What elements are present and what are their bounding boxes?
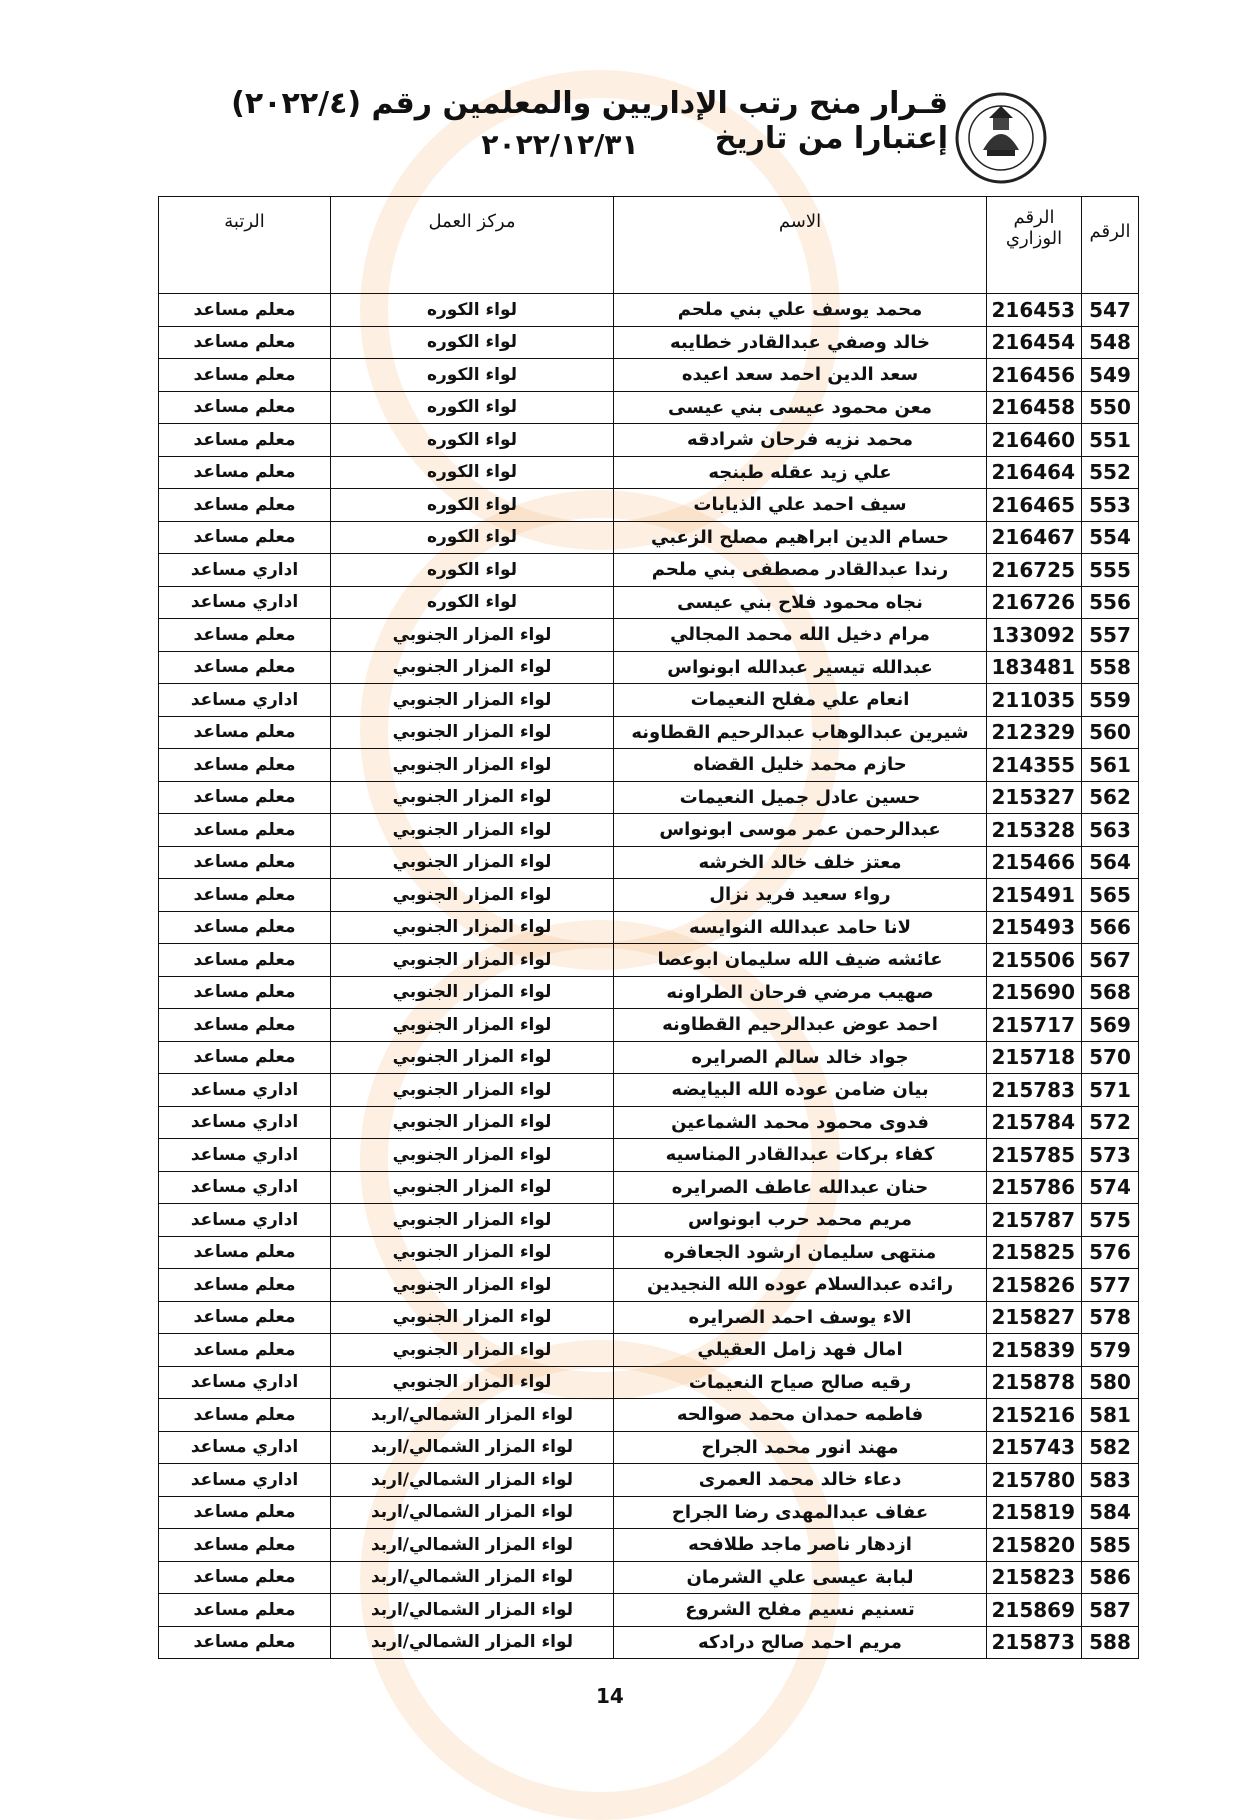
row-name: سعد الدين احمد سعد اعيده (614, 359, 987, 392)
row-workplace: لواء المزار الجنوبي (331, 1301, 614, 1334)
row-ministry-number: 215873 (987, 1626, 1082, 1659)
row-name: بيان ضامن عوده الله البيايضه (614, 1074, 987, 1107)
row-ministry-number: 212329 (987, 716, 1082, 749)
row-workplace: لواء المزار الجنوبي (331, 1334, 614, 1367)
ministry-seal-icon (953, 88, 1049, 188)
row-number: 565 (1082, 879, 1139, 912)
row-rank: معلم مساعد (159, 521, 331, 554)
row-ministry-number: 215785 (987, 1139, 1082, 1172)
row-number: 558 (1082, 651, 1139, 684)
row-number: 582 (1082, 1431, 1139, 1464)
table-row (159, 1366, 1139, 1399)
row-name: امال فهد زامل العقيلي (614, 1334, 987, 1367)
row-number: 569 (1082, 1009, 1139, 1042)
table-row (159, 781, 1139, 814)
row-rank: معلم مساعد (159, 1269, 331, 1302)
row-name: رواء سعيد فريد نزال (614, 879, 987, 912)
table-row (159, 554, 1139, 587)
row-ministry-number: 215327 (987, 781, 1082, 814)
table-row (159, 684, 1139, 717)
table-row (159, 651, 1139, 684)
row-ministry-number: 133092 (987, 619, 1082, 652)
row-rank: معلم مساعد (159, 716, 331, 749)
row-ministry-number: 216458 (987, 391, 1082, 424)
row-workplace: لواء المزار الجنوبي (331, 781, 614, 814)
row-workplace: لواء الكوره (331, 554, 614, 587)
ranks-table (158, 196, 1139, 1659)
row-workplace: لواء المزار الجنوبي (331, 1204, 614, 1237)
row-workplace: لواء المزار الجنوبي (331, 684, 614, 717)
row-workplace: لواء المزار الجنوبي (331, 1106, 614, 1139)
row-name: محمد نزيه فرحان شرادقه (614, 424, 987, 457)
table-row (159, 1301, 1139, 1334)
row-workplace: لواء المزار الجنوبي (331, 1366, 614, 1399)
row-name: فاطمه حمدان محمد صوالحه (614, 1399, 987, 1432)
row-workplace: لواء المزار الجنوبي (331, 1139, 614, 1172)
row-rank: اداري مساعد (159, 1074, 331, 1107)
row-name: حسين عادل جميل النعيمات (614, 781, 987, 814)
row-rank: اداري مساعد (159, 1431, 331, 1464)
row-name: رائده عبدالسلام عوده الله النجيدين (614, 1269, 987, 1302)
row-rank: معلم مساعد (159, 1561, 331, 1594)
row-rank: معلم مساعد (159, 976, 331, 1009)
row-name: احمد عوض عبدالرحيم القطاونه (614, 1009, 987, 1042)
row-workplace: لواء المزار الجنوبي (331, 1041, 614, 1074)
row-number: 568 (1082, 976, 1139, 1009)
row-workplace: لواء المزار الشمالي/اربد (331, 1529, 614, 1562)
row-name: لانا حامد عبدالله النوايسه (614, 911, 987, 944)
row-workplace: لواء المزار الجنوبي (331, 1171, 614, 1204)
row-number: 573 (1082, 1139, 1139, 1172)
row-ministry-number: 215869 (987, 1594, 1082, 1627)
row-number: 575 (1082, 1204, 1139, 1237)
row-rank: معلم مساعد (159, 1496, 331, 1529)
row-number: 572 (1082, 1106, 1139, 1139)
row-name: تسنيم نسيم مفلح الشروع (614, 1594, 987, 1627)
row-number: 580 (1082, 1366, 1139, 1399)
row-rank: معلم مساعد (159, 1236, 331, 1269)
row-workplace: لواء الكوره (331, 521, 614, 554)
document-date: ٢٠٢٢/١٢/٣١ (481, 128, 639, 161)
row-rank: معلم مساعد (159, 294, 331, 327)
column-header-ministry-number: الرقم الوزاري (987, 197, 1082, 294)
row-rank: معلم مساعد (159, 424, 331, 457)
row-rank: اداري مساعد (159, 554, 331, 587)
row-workplace: لواء المزار الشمالي/اربد (331, 1496, 614, 1529)
row-rank: معلم مساعد (159, 1334, 331, 1367)
table-row (159, 1106, 1139, 1139)
table-row (159, 489, 1139, 522)
row-number: 554 (1082, 521, 1139, 554)
row-workplace: لواء الكوره (331, 489, 614, 522)
row-ministry-number: 216453 (987, 294, 1082, 327)
row-number: 556 (1082, 586, 1139, 619)
row-workplace: لواء المزار الشمالي/اربد (331, 1464, 614, 1497)
table-row (159, 749, 1139, 782)
row-ministry-number: 215216 (987, 1399, 1082, 1432)
row-rank: معلم مساعد (159, 619, 331, 652)
row-number: 560 (1082, 716, 1139, 749)
row-workplace: لواء الكوره (331, 456, 614, 489)
row-name: فدوى محمود محمد الشماعين (614, 1106, 987, 1139)
table-row (159, 944, 1139, 977)
row-ministry-number: 215717 (987, 1009, 1082, 1042)
row-number: 581 (1082, 1399, 1139, 1432)
row-number: 587 (1082, 1594, 1139, 1627)
row-name: محمد يوسف علي بني ملحم (614, 294, 987, 327)
row-name: مهند انور محمد الجراح (614, 1431, 987, 1464)
row-number: 563 (1082, 814, 1139, 847)
row-name: معتز خلف خالد الخرشه (614, 846, 987, 879)
row-workplace: لواء المزار الجنوبي (331, 651, 614, 684)
row-name: رقيه صالح صياح النعيمات (614, 1366, 987, 1399)
row-workplace: لواء المزار الجنوبي (331, 846, 614, 879)
row-number: 555 (1082, 554, 1139, 587)
row-rank: معلم مساعد (159, 1626, 331, 1659)
row-ministry-number: 215827 (987, 1301, 1082, 1334)
table-header-row (159, 197, 1139, 294)
row-rank: معلم مساعد (159, 1529, 331, 1562)
row-workplace: لواء المزار الجنوبي (331, 716, 614, 749)
row-number: 574 (1082, 1171, 1139, 1204)
row-workplace: لواء المزار الجنوبي (331, 814, 614, 847)
row-ministry-number: 215493 (987, 911, 1082, 944)
row-rank: معلم مساعد (159, 749, 331, 782)
row-ministry-number: 215780 (987, 1464, 1082, 1497)
row-rank: معلم مساعد (159, 1301, 331, 1334)
column-header-rank: الرتبة (159, 197, 331, 294)
row-name: ازدهار ناصر ماجد طلافحه (614, 1529, 987, 1562)
row-number: 567 (1082, 944, 1139, 977)
table-row (159, 619, 1139, 652)
row-number: 547 (1082, 294, 1139, 327)
document-title: قـرار منح رتب الإداريين والمعلمين رقم (٢٠٢٢/٤) إعتبارا من تاريخ (231, 86, 948, 156)
row-ministry-number: 215787 (987, 1204, 1082, 1237)
row-number: 579 (1082, 1334, 1139, 1367)
row-ministry-number: 214355 (987, 749, 1082, 782)
column-header-name: الاسم (614, 197, 987, 294)
row-name: مريم احمد صالح درادكه (614, 1626, 987, 1659)
row-name: حازم محمد خليل القضاه (614, 749, 987, 782)
row-workplace: لواء المزار الجنوبي (331, 879, 614, 912)
row-name: علي زيد عقله طبنجه (614, 456, 987, 489)
row-rank: معلم مساعد (159, 911, 331, 944)
row-workplace: لواء المزار الجنوبي (331, 911, 614, 944)
row-number: 564 (1082, 846, 1139, 879)
row-name: منتهى سليمان ارشود الجعافره (614, 1236, 987, 1269)
row-workplace: لواء المزار الشمالي/اربد (331, 1399, 614, 1432)
row-ministry-number: 215783 (987, 1074, 1082, 1107)
row-name: عائشه ضيف الله سليمان ابوعصا (614, 944, 987, 977)
row-ministry-number: 215466 (987, 846, 1082, 879)
row-number: 552 (1082, 456, 1139, 489)
row-rank: اداري مساعد (159, 1204, 331, 1237)
row-ministry-number: 215823 (987, 1561, 1082, 1594)
row-rank: معلم مساعد (159, 326, 331, 359)
row-rank: اداري مساعد (159, 1139, 331, 1172)
row-name: رندا عبدالقادر مصطفى بني ملحم (614, 554, 987, 587)
row-name: عبدالرحمن عمر موسى ابونواس (614, 814, 987, 847)
row-rank: معلم مساعد (159, 359, 331, 392)
row-rank: اداري مساعد (159, 1464, 331, 1497)
row-workplace: لواء المزار الجنوبي (331, 1009, 614, 1042)
table-row (159, 359, 1139, 392)
row-ministry-number: 215839 (987, 1334, 1082, 1367)
row-rank: معلم مساعد (159, 1009, 331, 1042)
table-row (159, 456, 1139, 489)
row-name: كفاء بركات عبدالقادر المناسيه (614, 1139, 987, 1172)
row-rank: معلم مساعد (159, 456, 331, 489)
row-workplace: لواء المزار الجنوبي (331, 944, 614, 977)
row-ministry-number: 215690 (987, 976, 1082, 1009)
row-number: 550 (1082, 391, 1139, 424)
table-row (159, 294, 1139, 327)
row-workplace: لواء الكوره (331, 391, 614, 424)
row-workplace: لواء المزار الشمالي/اربد (331, 1431, 614, 1464)
row-name: معن محمود عيسى بني عيسى (614, 391, 987, 424)
row-number: 548 (1082, 326, 1139, 359)
table-row (159, 879, 1139, 912)
row-name: حنان عبدالله عاطف الصرايره (614, 1171, 987, 1204)
page-number: 14 (596, 1684, 624, 1708)
row-rank: معلم مساعد (159, 1594, 331, 1627)
row-ministry-number: 215825 (987, 1236, 1082, 1269)
row-number: 553 (1082, 489, 1139, 522)
row-name: حسام الدين ابراهيم مصلح الزعبي (614, 521, 987, 554)
table-row (159, 326, 1139, 359)
table-row (159, 1074, 1139, 1107)
table-row (159, 814, 1139, 847)
row-name: الاء يوسف احمد الصرايره (614, 1301, 987, 1334)
table-row (159, 1464, 1139, 1497)
row-name: جواد خالد سالم الصرايره (614, 1041, 987, 1074)
row-workplace: لواء المزار الشمالي/اربد (331, 1561, 614, 1594)
row-ministry-number: 215491 (987, 879, 1082, 912)
row-name: نجاه محمود فلاح بني عيسى (614, 586, 987, 619)
row-rank: معلم مساعد (159, 814, 331, 847)
row-number: 583 (1082, 1464, 1139, 1497)
row-ministry-number: 215743 (987, 1431, 1082, 1464)
row-workplace: لواء المزار الجنوبي (331, 619, 614, 652)
row-name: انعام علي مفلح النعيمات (614, 684, 987, 717)
table-row (159, 976, 1139, 1009)
column-header-workplace: مركز العمل (331, 197, 614, 294)
row-name: لبابة عيسى علي الشرمان (614, 1561, 987, 1594)
row-number: 571 (1082, 1074, 1139, 1107)
row-name: مريم محمد حرب ابونواس (614, 1204, 987, 1237)
row-number: 549 (1082, 359, 1139, 392)
table-row (159, 1236, 1139, 1269)
table-row (159, 1529, 1139, 1562)
table-row (159, 391, 1139, 424)
table-row (159, 1399, 1139, 1432)
row-number: 585 (1082, 1529, 1139, 1562)
row-ministry-number: 215819 (987, 1496, 1082, 1529)
row-name: سيف احمد علي الذيابات (614, 489, 987, 522)
table-row (159, 911, 1139, 944)
row-rank: معلم مساعد (159, 1041, 331, 1074)
row-workplace: لواء الكوره (331, 359, 614, 392)
row-rank: معلم مساعد (159, 1399, 331, 1432)
row-ministry-number: 215878 (987, 1366, 1082, 1399)
table-row (159, 521, 1139, 554)
row-ministry-number: 215328 (987, 814, 1082, 847)
row-number: 578 (1082, 1301, 1139, 1334)
row-ministry-number: 216464 (987, 456, 1082, 489)
row-rank: معلم مساعد (159, 879, 331, 912)
row-name: دعاء خالد محمد العمرى (614, 1464, 987, 1497)
table-row (159, 1204, 1139, 1237)
table-row (159, 846, 1139, 879)
row-number: 577 (1082, 1269, 1139, 1302)
row-rank: معلم مساعد (159, 846, 331, 879)
row-ministry-number: 215786 (987, 1171, 1082, 1204)
table-row (159, 424, 1139, 457)
table-row (159, 1171, 1139, 1204)
table-row (159, 1431, 1139, 1464)
row-rank: معلم مساعد (159, 781, 331, 814)
table-row (159, 1009, 1139, 1042)
row-ministry-number: 216460 (987, 424, 1082, 457)
table-row (159, 1561, 1139, 1594)
row-ministry-number: 215506 (987, 944, 1082, 977)
row-rank: معلم مساعد (159, 651, 331, 684)
row-number: 561 (1082, 749, 1139, 782)
row-workplace: لواء المزار الشمالي/اربد (331, 1626, 614, 1659)
row-workplace: لواء الكوره (331, 424, 614, 457)
row-number: 562 (1082, 781, 1139, 814)
row-number: 584 (1082, 1496, 1139, 1529)
row-number: 586 (1082, 1561, 1139, 1594)
row-number: 551 (1082, 424, 1139, 457)
row-number: 559 (1082, 684, 1139, 717)
row-name: مرام دخيل الله محمد المجالي (614, 619, 987, 652)
table-row (159, 1594, 1139, 1627)
row-ministry-number: 216467 (987, 521, 1082, 554)
row-number: 588 (1082, 1626, 1139, 1659)
row-number: 566 (1082, 911, 1139, 944)
table-row (159, 716, 1139, 749)
row-ministry-number: 216454 (987, 326, 1082, 359)
table-row (159, 1626, 1139, 1659)
row-name: صهيب مرضي فرحان الطراونه (614, 976, 987, 1009)
table-row (159, 1334, 1139, 1367)
row-workplace: لواء المزار الجنوبي (331, 1269, 614, 1302)
table-row (159, 1496, 1139, 1529)
row-workplace: لواء الكوره (331, 294, 614, 327)
row-rank: اداري مساعد (159, 684, 331, 717)
column-header-number: الرقم (1082, 197, 1139, 294)
table-row (159, 1041, 1139, 1074)
table-row (159, 1139, 1139, 1172)
row-name: خالد وصفي عبدالقادر خطايبه (614, 326, 987, 359)
row-rank: اداري مساعد (159, 1366, 331, 1399)
row-number: 557 (1082, 619, 1139, 652)
row-workplace: لواء المزار الجنوبي (331, 976, 614, 1009)
table-row (159, 586, 1139, 619)
row-ministry-number: 215718 (987, 1041, 1082, 1074)
row-workplace: لواء المزار الجنوبي (331, 749, 614, 782)
table-row (159, 1269, 1139, 1302)
row-rank: اداري مساعد (159, 586, 331, 619)
row-ministry-number: 215826 (987, 1269, 1082, 1302)
row-workplace: لواء المزار الجنوبي (331, 1236, 614, 1269)
row-workplace: لواء الكوره (331, 326, 614, 359)
row-workplace: لواء الكوره (331, 586, 614, 619)
row-rank: اداري مساعد (159, 1106, 331, 1139)
row-number: 576 (1082, 1236, 1139, 1269)
row-number: 570 (1082, 1041, 1139, 1074)
row-name: عبدالله تيسير عبدالله ابونواس (614, 651, 987, 684)
row-ministry-number: 216726 (987, 586, 1082, 619)
row-ministry-number: 183481 (987, 651, 1082, 684)
row-ministry-number: 211035 (987, 684, 1082, 717)
row-ministry-number: 216725 (987, 554, 1082, 587)
row-rank: معلم مساعد (159, 391, 331, 424)
row-rank: معلم مساعد (159, 944, 331, 977)
row-name: عفاف عبدالمهدى رضا الجراح (614, 1496, 987, 1529)
row-name: شيرين عبدالوهاب عبدالرحيم القطاونه (614, 716, 987, 749)
row-rank: اداري مساعد (159, 1171, 331, 1204)
row-workplace: لواء المزار الجنوبي (331, 1074, 614, 1107)
row-workplace: لواء المزار الشمالي/اربد (331, 1594, 614, 1627)
row-ministry-number: 216465 (987, 489, 1082, 522)
row-ministry-number: 215820 (987, 1529, 1082, 1562)
row-ministry-number: 215784 (987, 1106, 1082, 1139)
row-rank: معلم مساعد (159, 489, 331, 522)
row-ministry-number: 216456 (987, 359, 1082, 392)
